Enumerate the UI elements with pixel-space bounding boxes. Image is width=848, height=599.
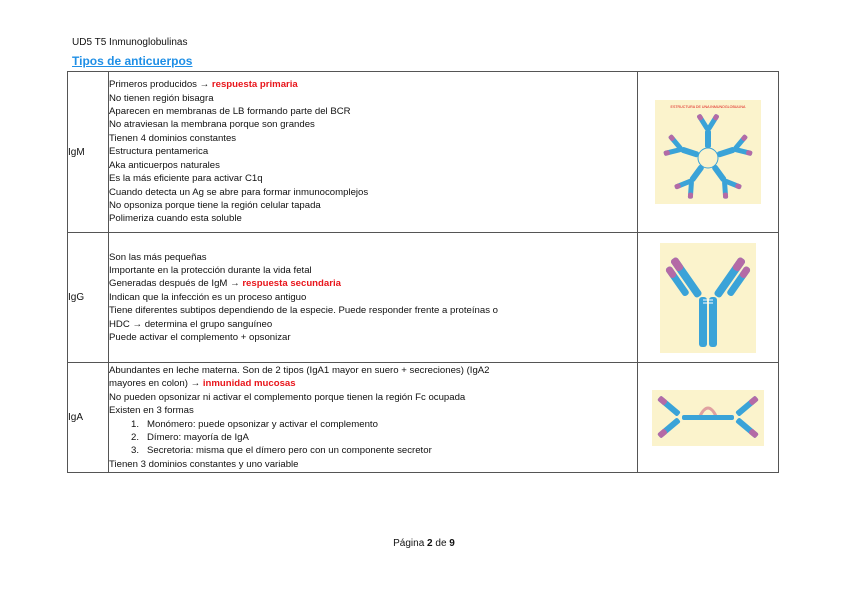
desc-line [109, 145, 637, 158]
page-footer [0, 538, 848, 549]
row-desc-igg [109, 233, 638, 363]
line-text: No atraviesan la membrana porque son grandes [109, 119, 315, 131]
line-text: Monómero: puede opsonizar y activar el complemento [147, 418, 378, 430]
line-text: Dímero: mayoría de IgA [147, 431, 249, 443]
line-text: Generadas después de IgM → [109, 278, 243, 290]
desc-line [109, 318, 637, 331]
igm-image-caption: ESTRUCTURA DE UNA INMUNOGLOBULINA [670, 105, 746, 109]
line-text: Aka anticuerpos naturales [109, 159, 220, 171]
iga-dimer-image [652, 390, 764, 446]
igg-monomer-image [660, 243, 756, 353]
line-text: Es la más eficiente para activar C1q [109, 173, 263, 185]
table-row [68, 72, 779, 233]
desc-line [109, 105, 637, 118]
line-text: Cuando detecta un Ag se abre para formar inmunocomplejos [109, 186, 369, 198]
document-header: UD5 T5 Inmunoglobulinas [72, 37, 188, 48]
line-text: HDC → determina el grupo sanguíneo [109, 318, 273, 330]
desc-line [109, 264, 637, 277]
desc-line [109, 331, 637, 344]
row-desc-iga [109, 363, 638, 473]
line-text: Aparecen en membranas de LB formando parte del BCR [109, 106, 351, 118]
line-text: Polimeriza cuando esta soluble [109, 213, 242, 225]
desc-line [109, 444, 637, 457]
line-text: Son las más pequeñas [109, 251, 207, 263]
igm-image-cell [638, 72, 779, 233]
line-text: Primeros producidos → [109, 79, 212, 91]
desc-line [109, 78, 637, 91]
desc-line [109, 431, 637, 444]
desc-line [109, 404, 637, 417]
desc-line [109, 172, 637, 185]
iga-image-cell [638, 363, 779, 473]
desc-line [109, 377, 637, 390]
desc-line [109, 458, 637, 471]
footer-page-total: 9 [449, 538, 455, 549]
desc-line [109, 159, 637, 172]
desc-line [109, 186, 637, 199]
desc-line [109, 391, 637, 404]
list-number: 3. [131, 445, 140, 457]
row-name-igg: IgG [68, 233, 109, 363]
desc-line [109, 92, 637, 105]
desc-line [109, 118, 637, 131]
line-text: No opsoniza porque tiene la región celular tapada [109, 199, 321, 211]
line-text: No pueden opsonizar ni activar el complemento porque tienen la región Fc ocupada [109, 391, 466, 403]
footer-middle: de [432, 538, 450, 549]
line-text: Abundantes en leche materna. Son de 2 tipos (IgA1 mayor en suero + secreciones) (IgA2 [109, 364, 490, 376]
table-row [68, 233, 779, 363]
antibody-table [67, 71, 779, 473]
line-text: Puede activar el complemento + opsonizar [109, 332, 291, 344]
highlight-text: respuesta primaria [211, 79, 298, 91]
desc-line [109, 132, 637, 145]
desc-line [109, 251, 637, 264]
desc-line [109, 277, 637, 290]
row-name-iga: IgA [68, 363, 109, 473]
row-desc-igm [109, 72, 638, 233]
desc-line [109, 212, 637, 225]
igg-image-cell [638, 233, 779, 363]
line-text: Existen en 3 formas [109, 405, 194, 417]
line-text: Indican que la infección es un proceso antiguo [109, 291, 307, 303]
desc-line [109, 304, 637, 317]
footer-page-number: 2 [427, 538, 433, 549]
list-number: 2. [131, 431, 140, 443]
row-name-igm: IgM [68, 72, 109, 233]
line-text: Importante en la protección durante la vida fetal [109, 264, 312, 276]
list-number: 1. [131, 418, 140, 430]
line-text: Secretoria: misma que el dímero pero con un componente secretor [147, 445, 432, 457]
footer-prefix: Página [393, 538, 428, 549]
highlight-text: inmunidad mucosas [202, 378, 296, 390]
table-row [68, 363, 779, 473]
desc-line [109, 364, 637, 377]
section-title: Tipos de anticuerpos [72, 54, 193, 68]
line-text: No tienen región bisagra [109, 92, 214, 104]
desc-line [109, 418, 637, 431]
line-text: Tiene diferentes subtipos dependiendo de la especie. Puede responder frente a proteínas o [109, 305, 498, 317]
line-text: Tienen 3 dominios constantes y uno variable [109, 458, 299, 470]
igm-pentamer-image [655, 100, 761, 204]
desc-line [109, 291, 637, 304]
desc-line [109, 199, 637, 212]
highlight-text: respuesta secundaria [242, 278, 341, 290]
line-text: mayores en colon) → [109, 378, 203, 390]
line-text: Estructura pentamerica [109, 146, 209, 158]
line-text: Tienen 4 dominios constantes [109, 132, 237, 144]
